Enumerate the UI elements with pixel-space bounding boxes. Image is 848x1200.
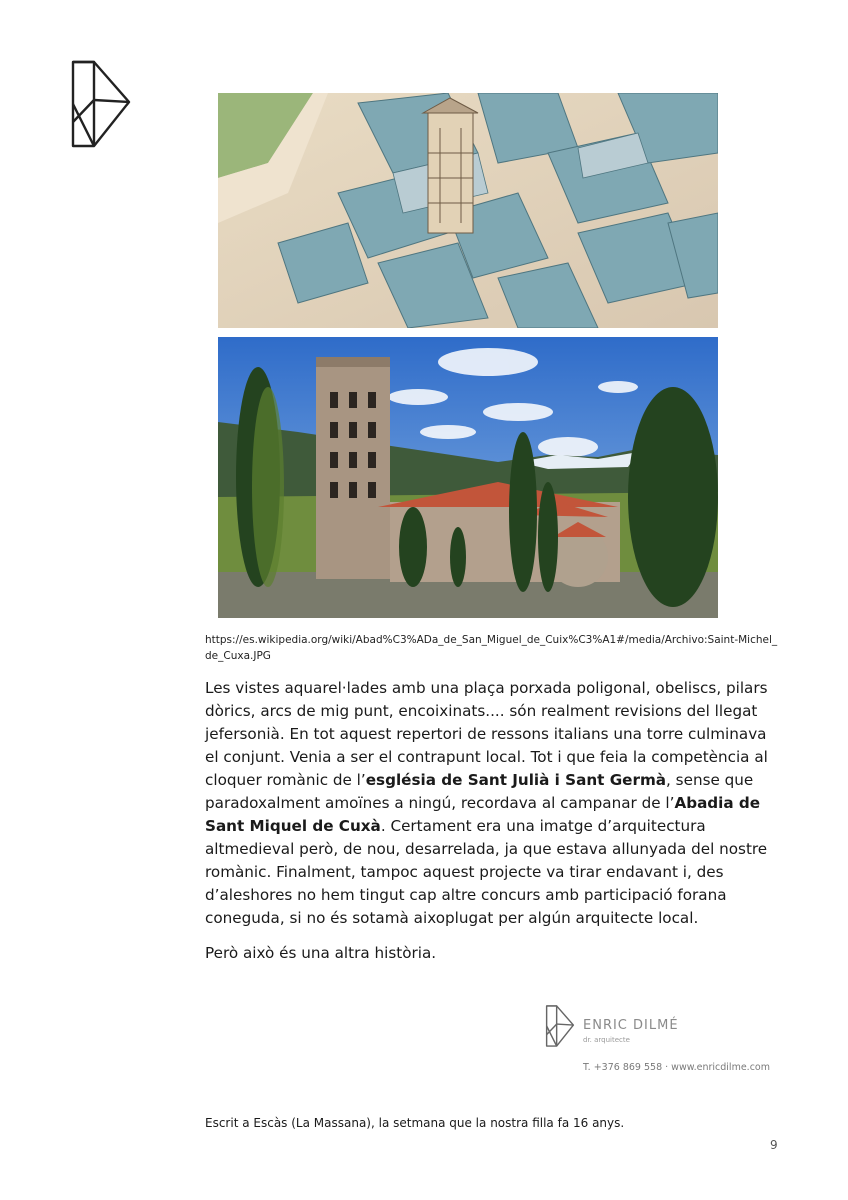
- brand-subtitle: dr. arquitecte: [583, 1036, 630, 1044]
- footer-note: Escrit a Escàs (La Massana), la setmana que la nostra filla fa 16 anys.: [205, 1116, 625, 1130]
- brand-contact: T. +376 869 558 · www.enricdilme.com: [583, 1062, 770, 1073]
- watercolor-aerial-view-image: [218, 93, 718, 328]
- image-source-caption: https://es.wikipedia.org/wiki/Abad%C3%ADa_de_San_Miguel_de_Cuix%C3%A1#/media/Archivo:Saint-Michel_de_Cuxa.JPG: [205, 634, 778, 662]
- body-text-segment: , sense que paradoxalment amoïnes a ningú, recordava al campanar de l’: [205, 771, 754, 812]
- closing-paragraph: Però això és una altra història.: [205, 944, 437, 962]
- body-text-segment: Les vistes aquarel·lades amb una plaça porxada poligonal, obeliscs, pilars dòrics, arcs de mig punt, encoixinats.... són realment revisions del llegat jefersonià. En tot aquest repertori de ressons italians una torre culminava el conjunt. Venia a ser el contrapunt local. Tot i que feia la competència al cloquer romànic de l’: [205, 679, 768, 789]
- page-number: 9: [770, 1138, 778, 1152]
- bold-abbey-name: Abadia de Sant Miquel de Cuxà: [205, 794, 761, 835]
- brand-name: ENRIC DILMÉ: [583, 1018, 679, 1033]
- bold-church-name: església de Sant Julià i Sant Germà: [365, 771, 667, 789]
- brand-mark-icon: [545, 1005, 575, 1047]
- body-text-segment: . Certament era una imatge d’arquitectura altmedieval però, de nou, desarrelada, ja que estava allunyada del nostre romànic. Finalment, tampoc aquest projecte va tirar endavant i, des d’aleshores no hem tingut cap altre concurs amb participació forana coneguda, si no és sotamà aixoplugat per algún arquitecte local.: [205, 817, 768, 927]
- architect-logo-icon: [70, 60, 132, 148]
- brand-signature: [545, 1005, 775, 1080]
- abbey-photo-image: [218, 337, 718, 618]
- body-paragraph: [205, 677, 780, 930]
